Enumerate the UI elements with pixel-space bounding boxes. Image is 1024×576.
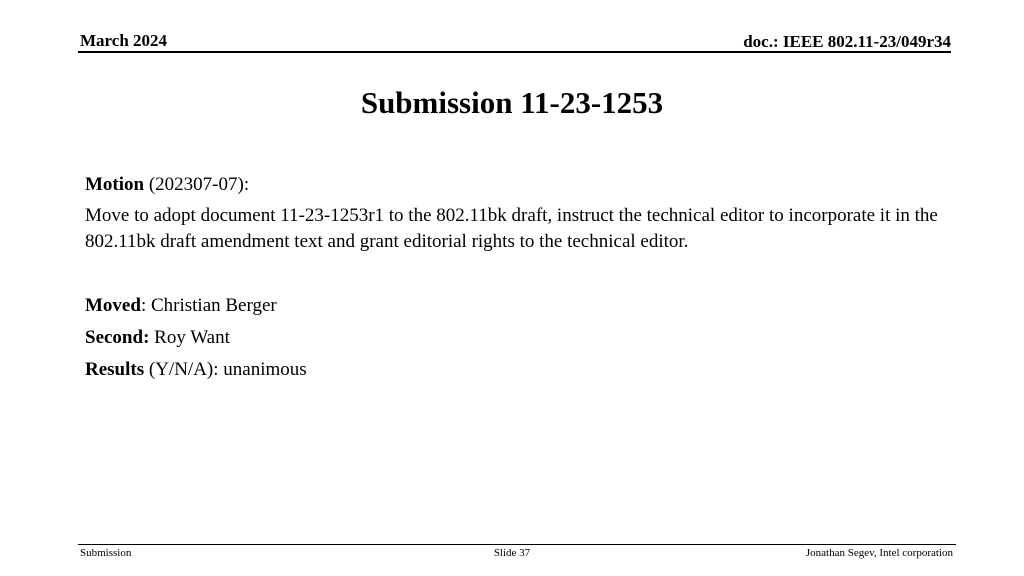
moved-label: Moved bbox=[85, 295, 141, 316]
header-date: March 2024 bbox=[80, 31, 168, 50]
second-line bbox=[85, 325, 955, 351]
second-label: Second: bbox=[85, 327, 150, 348]
results-value: (Y/N/A): unanimous bbox=[144, 359, 307, 380]
footer-author: Jonathan Segev, Intel corporation bbox=[805, 547, 953, 559]
footer-slide-number: Slide 37 bbox=[493, 547, 531, 559]
header-doc-id: doc.: IEEE 802.11-23/049r34 bbox=[743, 32, 951, 51]
motion-id: (202307-07): bbox=[144, 174, 250, 195]
slide-title: Submission 11-23-1253 bbox=[360, 85, 664, 120]
motion-heading bbox=[85, 172, 955, 198]
footer-left: Submission bbox=[80, 547, 132, 559]
header-divider bbox=[78, 51, 951, 53]
results-line bbox=[85, 357, 955, 383]
results-label: Results bbox=[85, 359, 145, 380]
moved-value: : Christian Berger bbox=[140, 295, 277, 316]
motion-text: Move to adopt document 11-23-1253r1 to the 802.11bk draft, instruct the technical editor to incorporate it in the 802.11bk draft amendment text and grant editorial rights to the technical editor. bbox=[85, 205, 938, 252]
motion-label: Motion bbox=[85, 174, 145, 195]
second-value: Roy Want bbox=[149, 327, 230, 348]
moved-line bbox=[85, 293, 955, 319]
footer-divider bbox=[78, 544, 956, 545]
